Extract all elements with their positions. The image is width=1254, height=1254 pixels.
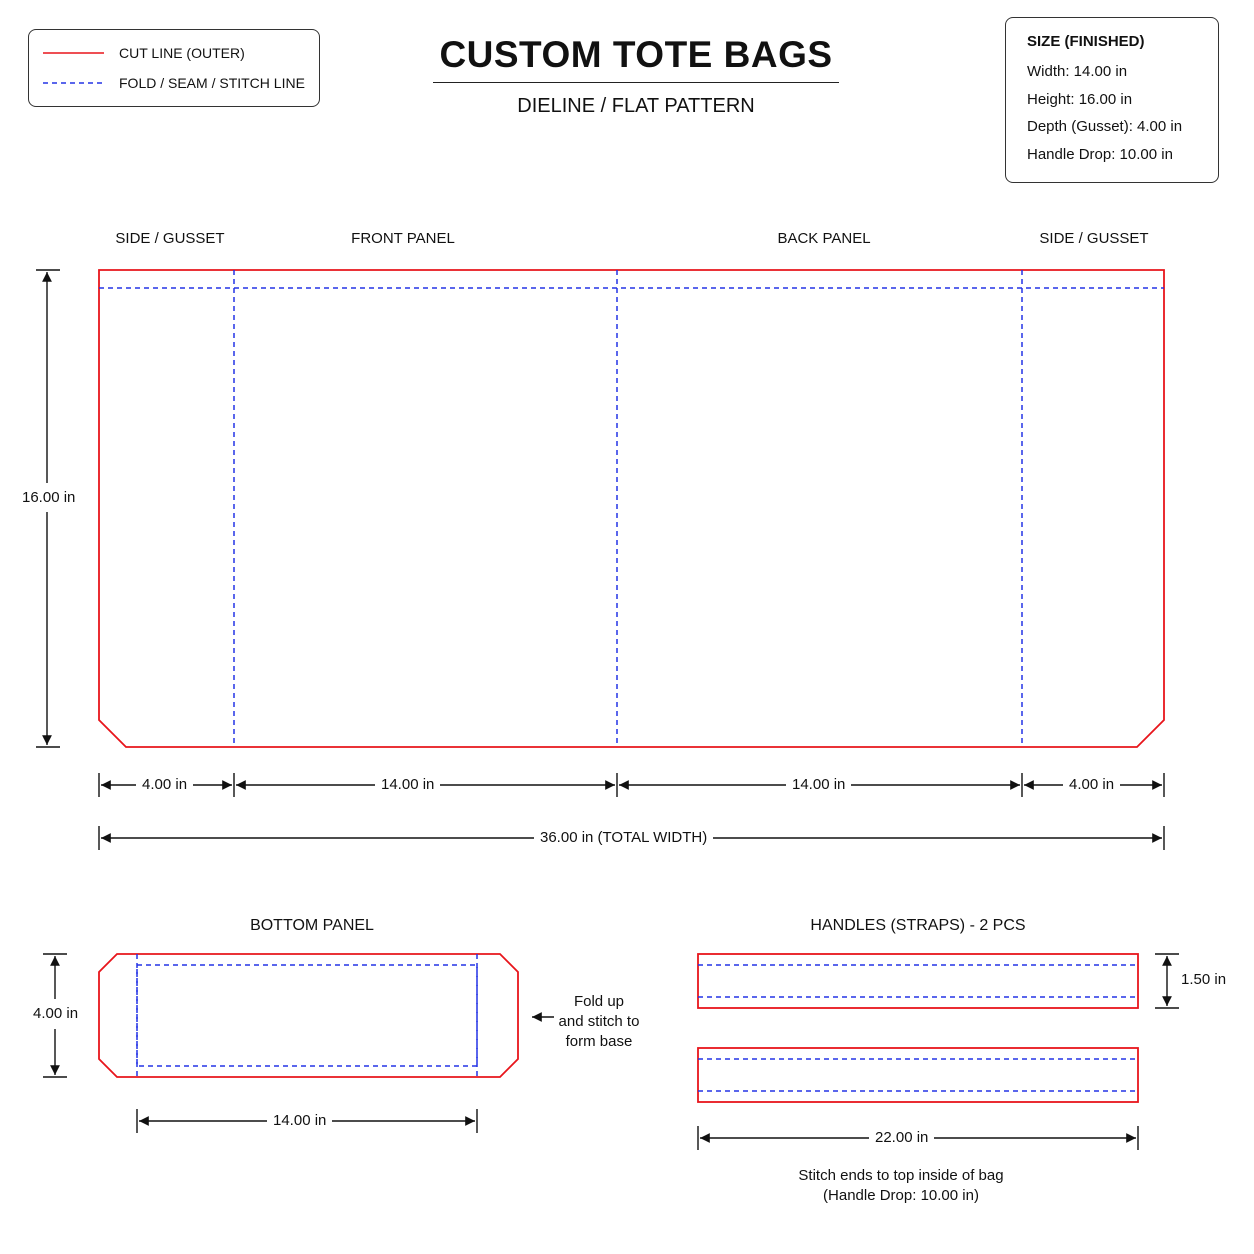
bottom-note-line-2: and stitch to xyxy=(558,1013,640,1030)
width-label-front: 14.00 in xyxy=(375,776,440,793)
handle-fold-lines xyxy=(698,965,1138,1091)
total-width-label: 36.00 in (TOTAL WIDTH) xyxy=(534,829,713,846)
label-bottom-panel: BOTTOM PANEL xyxy=(250,917,374,934)
width-label-side-left: 4.00 in xyxy=(136,776,193,793)
page-subtitle: DIELINE / FLAT PATTERN xyxy=(517,95,755,117)
width-label-back: 14.00 in xyxy=(786,776,851,793)
handle-length-label: 22.00 in xyxy=(869,1129,934,1146)
legend-fold-label: FOLD / SEAM / STITCH LINE xyxy=(119,75,305,91)
bottom-width-label: 14.00 in xyxy=(267,1112,332,1129)
bottom-note-line-3: form base xyxy=(565,1033,633,1050)
size-depth: Depth (Gusset): 4.00 in xyxy=(1027,118,1183,135)
handle-dimensions xyxy=(698,954,1179,1150)
bottom-note-line-1: Fold up xyxy=(573,993,625,1010)
handle-note-line-1: Stitch ends to top inside of bag xyxy=(798,1167,1004,1184)
size-height: Height: 16.00 in xyxy=(1027,91,1133,108)
size-heading: SIZE (FINISHED) xyxy=(1027,33,1145,50)
page-title: CUSTOM TOTE BAGS xyxy=(439,34,833,75)
label-side-gusset-left: SIDE / GUSSET xyxy=(115,230,225,247)
legend-box xyxy=(28,29,320,107)
label-handles: HANDLES (STRAPS) - 2 PCS xyxy=(810,917,1026,934)
size-handle-drop: Handle Drop: 10.00 in xyxy=(1027,146,1173,163)
bottom-panel-cut-outline xyxy=(99,954,518,1077)
main-cut-outline xyxy=(99,270,1164,747)
handle-1-cut-outline xyxy=(698,954,1138,1008)
bottom-panel-fold-lines xyxy=(137,954,477,1077)
main-fold-lines xyxy=(99,270,1164,747)
handle-note-line-2: (Handle Drop: 10.00 in) xyxy=(823,1187,979,1204)
bottom-height-label: 4.00 in xyxy=(27,1005,84,1022)
main-height-label: 16.00 in xyxy=(16,489,81,506)
width-label-side-right: 4.00 in xyxy=(1063,776,1120,793)
handle-height-label: 1.50 in xyxy=(1175,971,1232,988)
title-divider xyxy=(433,82,839,83)
label-front-panel: FRONT PANEL xyxy=(351,230,455,247)
size-width: Width: 14.00 in xyxy=(1027,63,1128,80)
legend-cut-label: CUT LINE (OUTER) xyxy=(119,45,245,61)
label-side-gusset-right: SIDE / GUSSET xyxy=(1039,230,1149,247)
label-back-panel: BACK PANEL xyxy=(777,230,871,247)
handle-2-cut-outline xyxy=(698,1048,1138,1102)
main-height-dimension xyxy=(36,270,60,747)
